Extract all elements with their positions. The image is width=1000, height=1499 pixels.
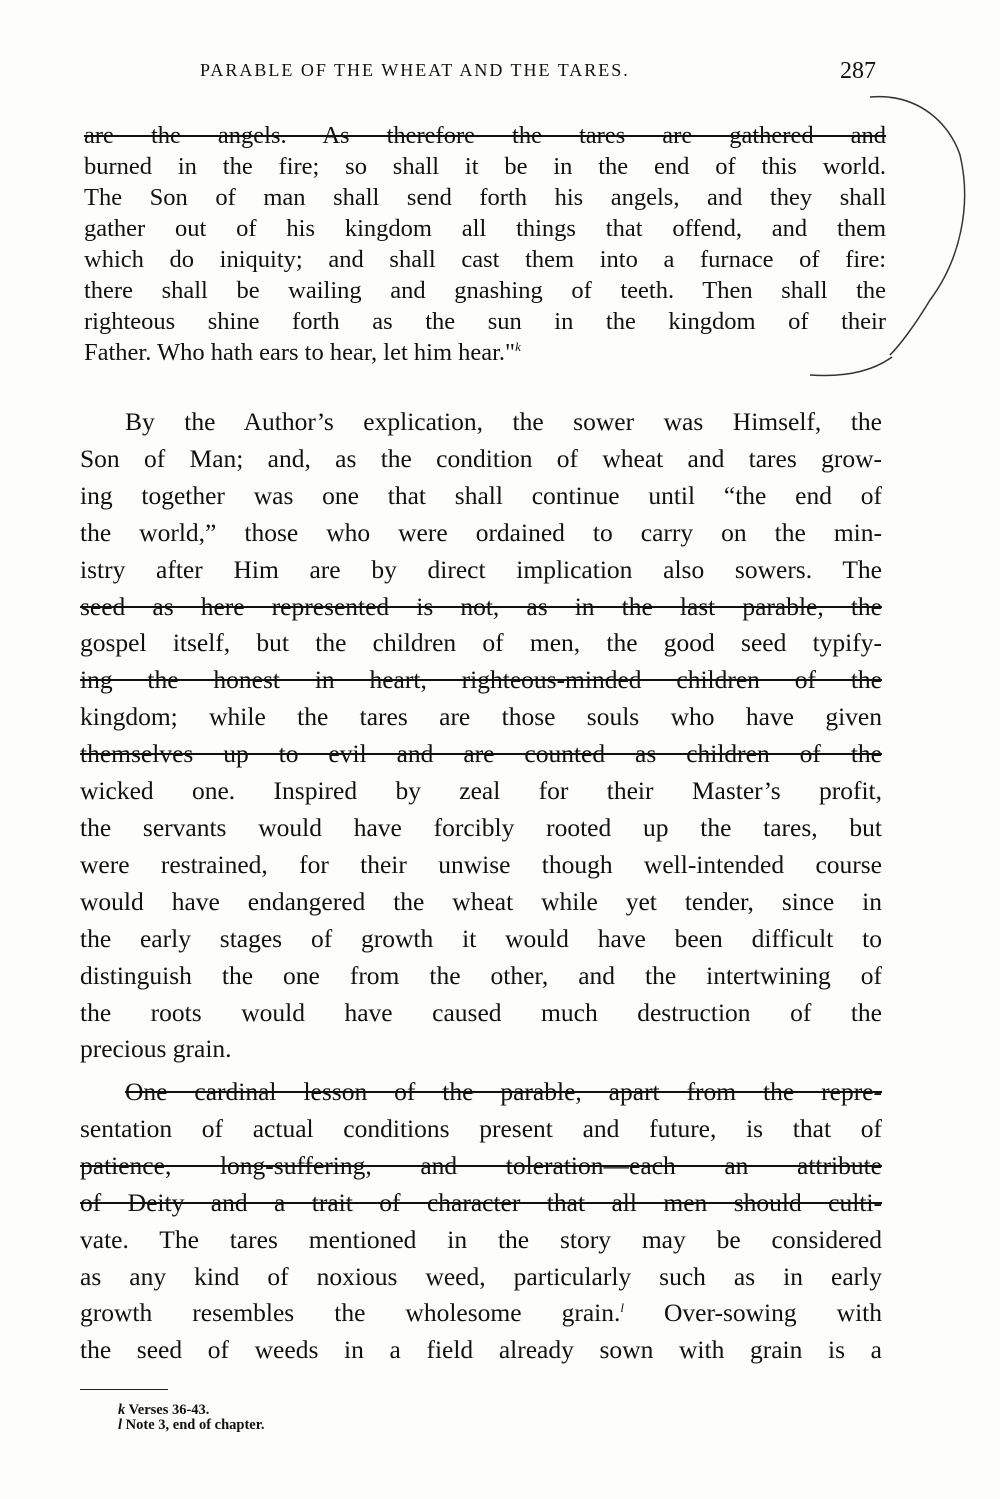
paragraph-line: themselves up to evil and are counted as children of the <box>80 739 882 769</box>
paragraph-line: kingdom; while the tares are those souls who have given <box>80 702 882 732</box>
paragraph-line: Son of Man; and, as the condition of wheat and tares grow- <box>80 443 882 473</box>
footnote-mark: k <box>118 1402 126 1418</box>
footnote-ref-k: k <box>515 339 521 354</box>
page-number: 287 <box>840 58 876 84</box>
footnote-text: Note 3, end of chapter. <box>122 1417 265 1433</box>
paragraph-line: the roots would have caused much destruction of the <box>80 997 882 1027</box>
running-head: PARABLE OF THE WHEAT AND THE TARES. <box>200 60 630 80</box>
quote-line: gather out of his kingdom all things that offend, and them <box>84 215 886 242</box>
footnote-mark: l <box>118 1417 123 1433</box>
footnote-rule <box>80 1389 168 1390</box>
paragraph-line: gospel itself, but the children of men, the good seed typify- <box>80 628 882 658</box>
paragraph-line: as any kind of noxious weed, particularly such as in early <box>80 1261 882 1291</box>
paragraph-line: sentation of actual conditions present and future, is that of <box>80 1113 882 1143</box>
quote-line: there shall be wailing and gnashing of teeth. Then shall the <box>84 277 886 304</box>
paragraph-line: istry after Him are by direct implication also sowers. The <box>80 554 882 584</box>
paragraph-line: the early stages of growth it would have been difficult to <box>80 923 882 953</box>
struck-text: are the angels. As therefore the tares are gathered and <box>84 122 886 149</box>
paragraph-line: patience, long-suffering, and toleration—each an attribute <box>80 1150 882 1180</box>
footnote-l <box>118 1418 264 1433</box>
paragraph-cardinal-lesson <box>80 1074 882 1369</box>
paragraph-line: the servants would have forcibly rooted up the tares, but <box>80 812 882 842</box>
paragraph-line: of Deity and a trait of character that all men should culti- <box>80 1187 882 1217</box>
footnote-text: Verses 36-43. <box>125 1402 210 1418</box>
paragraph-line: wicked one. Inspired by zeal for their Master’s profit, <box>80 776 882 806</box>
quote-line: which do iniquity; and shall cast them into a furnace of fire: <box>84 246 886 273</box>
paragraph-line: vate. The tares mentioned in the story may be considered <box>80 1224 882 1254</box>
quote-line-text: Father. Who hath ears to hear, let him hear." <box>84 339 516 366</box>
paragraph-line: seed as here represented is not, as in the last parable, the <box>80 591 882 621</box>
paragraph-line: would have endangered the wheat while yet tender, since in <box>80 886 882 916</box>
paragraph-line-tail: Over-sowing with <box>623 1298 882 1328</box>
footnote-ref-l: l <box>620 1300 624 1316</box>
quote-line <box>84 120 886 151</box>
footnotes <box>118 1403 264 1433</box>
paragraph-line: distinguish the one from the other, and the intertwining of <box>80 960 882 990</box>
paragraph-line: the seed of weeds in a field already sown with grain is a <box>80 1335 882 1365</box>
quote-line: The Son of man shall send forth his angels, and they shall <box>84 184 886 211</box>
paragraph-line: ing the honest in heart, righteous-minded children of the <box>80 665 882 695</box>
footnote-k <box>118 1403 264 1418</box>
scripture-quote <box>84 120 886 368</box>
paragraph-line: By the Author’s explication, the sower was Himself, the <box>125 407 882 436</box>
paragraph-explication <box>80 404 882 1068</box>
paragraph-line <box>80 1295 882 1332</box>
paragraph-line-text: growth resembles the wholesome grain. <box>80 1298 621 1328</box>
paragraph-line: One cardinal lesson of the parable, apart from the repre- <box>125 1077 882 1106</box>
quote-line: burned in the fire; so shall it be in the end of this world. <box>84 153 886 180</box>
paragraph-line: were restrained, for their unwise though well-intended course <box>80 849 882 879</box>
paragraph-line: ing together was one that shall continue until “the end of <box>80 480 882 510</box>
paragraph-line: precious grain. <box>80 1034 232 1064</box>
paragraph-line: the world,” those who were ordained to carry on the min- <box>80 517 882 547</box>
quote-line: righteous shine forth as the sun in the kingdom of their <box>84 308 886 335</box>
quote-line <box>84 337 886 368</box>
